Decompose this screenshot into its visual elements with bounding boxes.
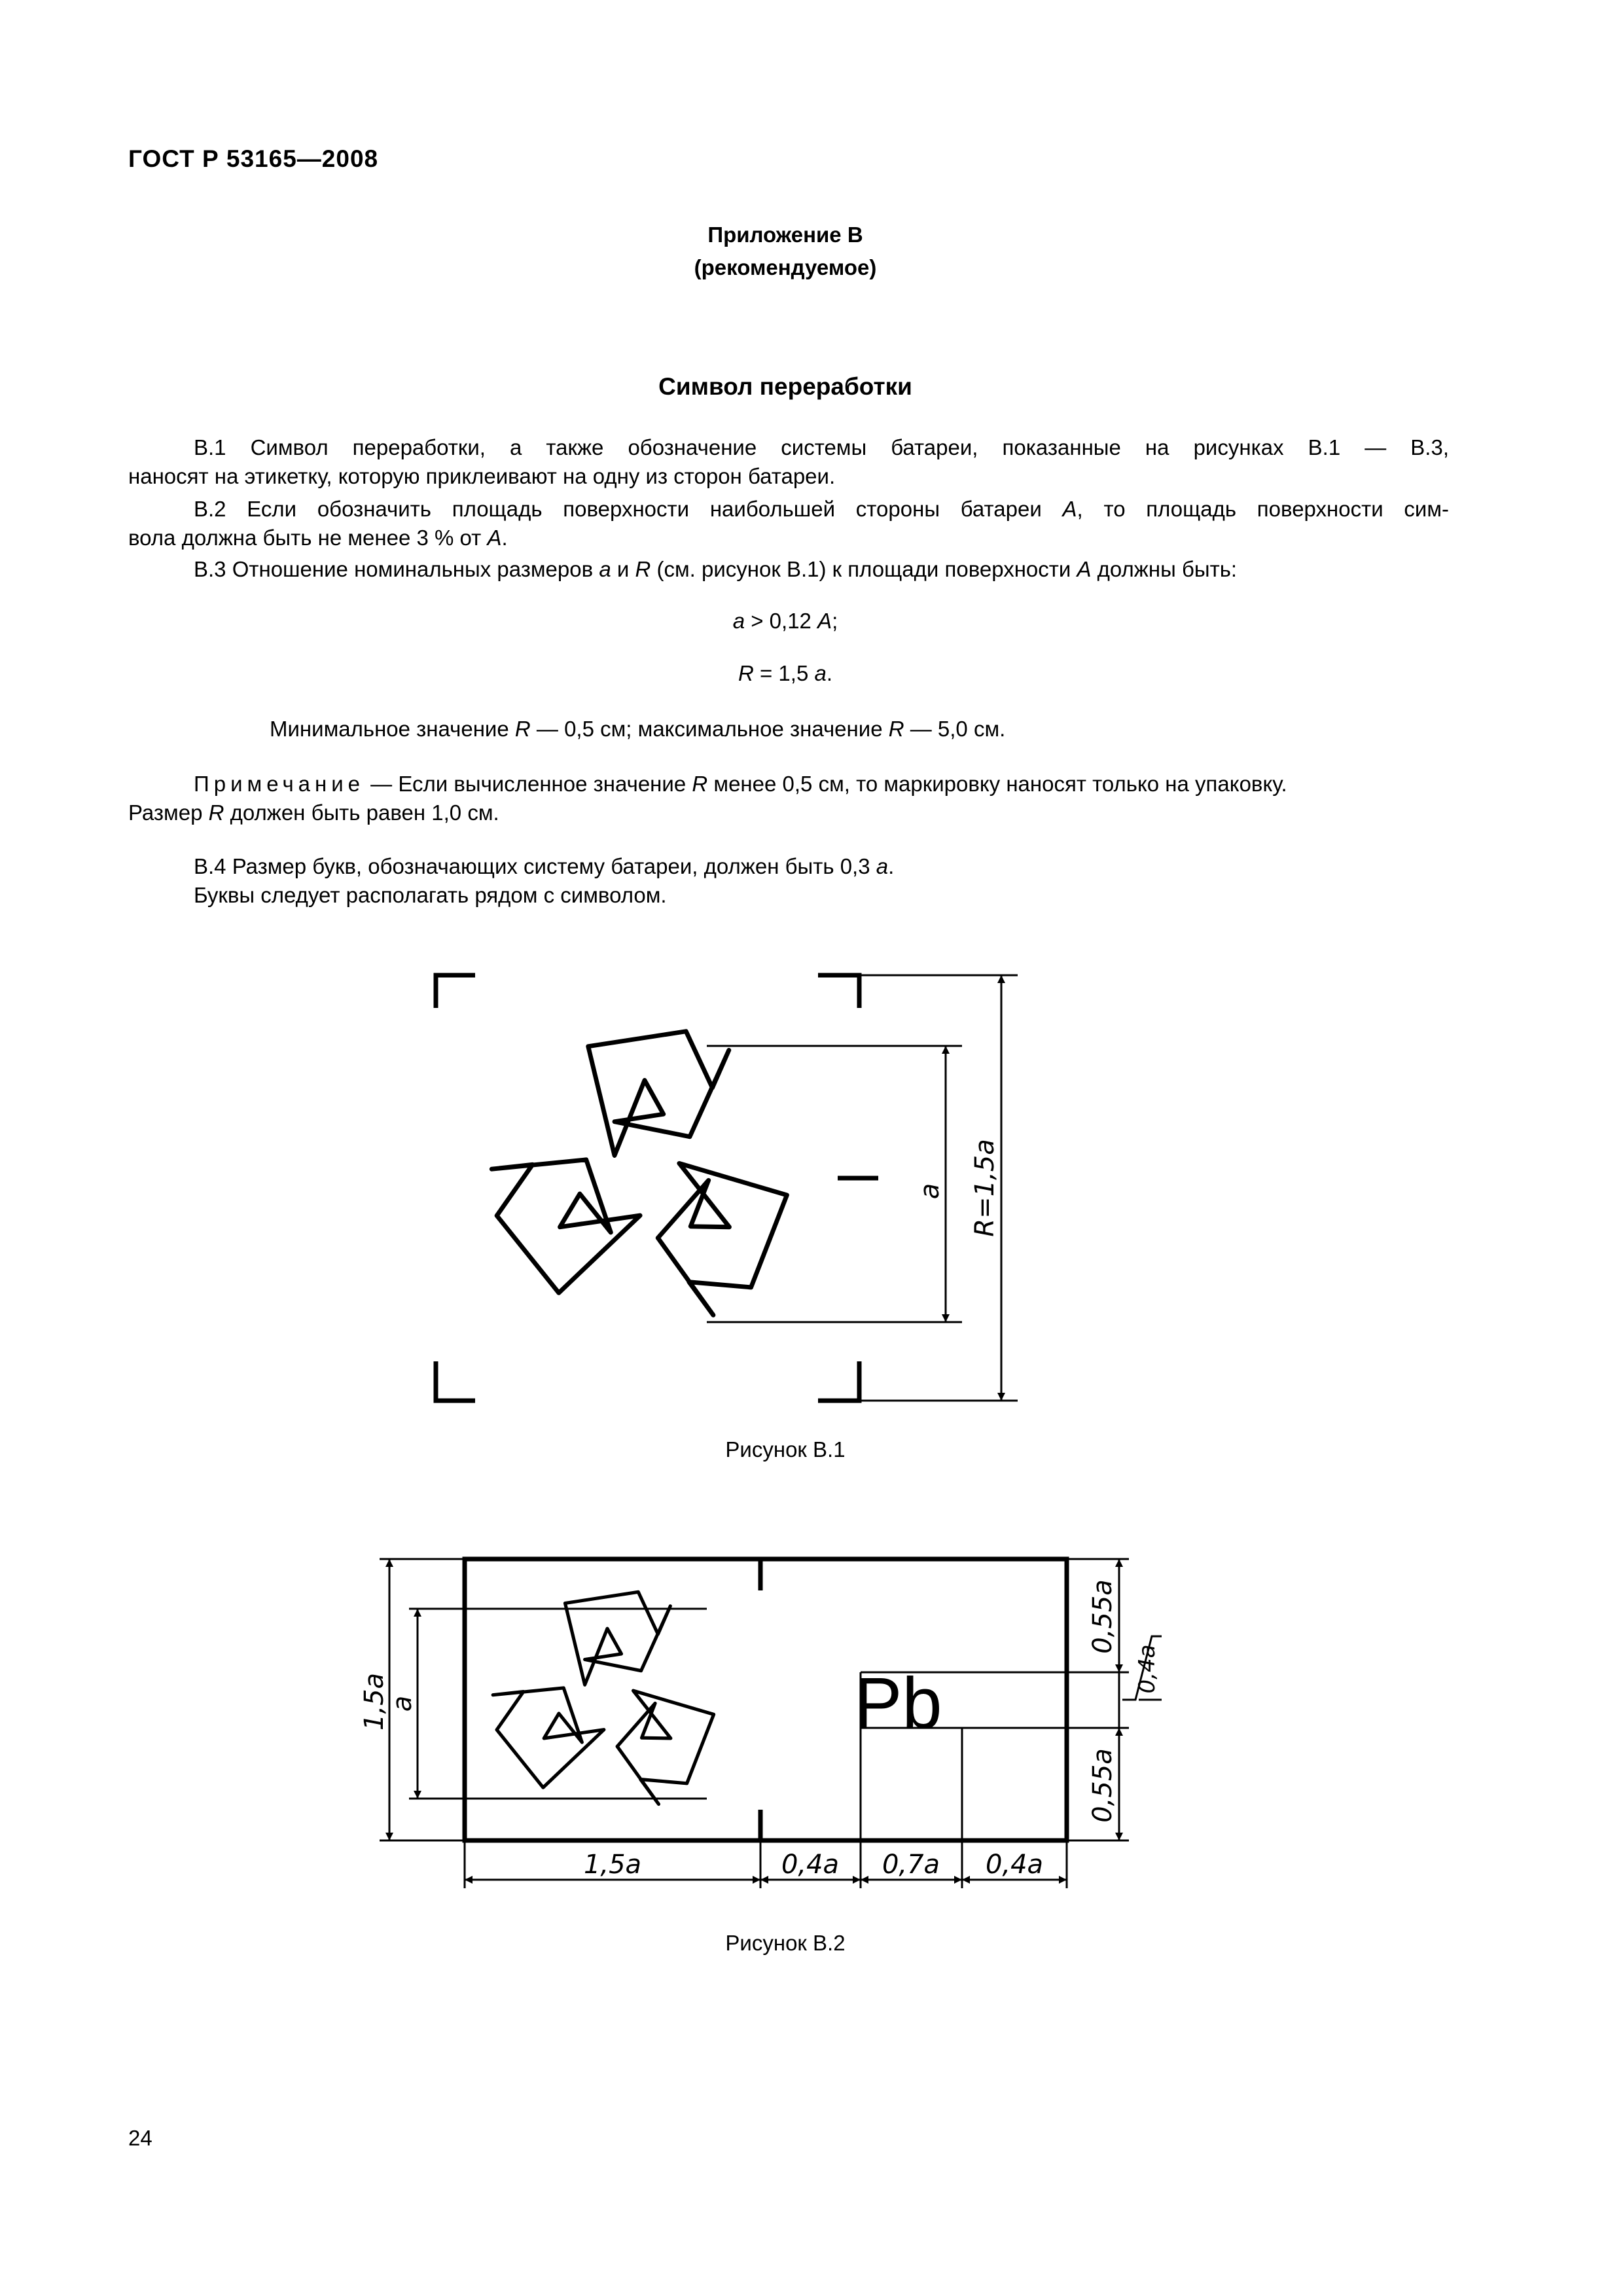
paragraph-b2-line1: В.2 Если обозначить площадь поверхности наибольшей стороны батареи А, то площадь поверхности сим- xyxy=(194,497,1449,521)
dimension-a-label: a xyxy=(915,1183,945,1200)
dimension-top-label: 0,55a xyxy=(1088,1579,1118,1654)
section-title: Символ переработки xyxy=(658,373,912,400)
formula-2: R = 1,5 a. xyxy=(738,661,833,685)
dimension-w4-label: 0,4a xyxy=(985,1850,1044,1880)
figure1 xyxy=(436,975,1018,1401)
recycle-symbol-fig2 xyxy=(481,1592,724,1811)
dimension-a-label-fig2: a xyxy=(387,1695,418,1712)
note-line2: Размер R должен быть равен 1,0 см. xyxy=(128,800,499,825)
dimension-w1-label: 1,5a xyxy=(583,1850,642,1880)
appendix-status: (рекомендуемое) xyxy=(694,255,877,279)
formula-1: a > 0,12 A; xyxy=(732,609,838,633)
note-line1: Примечание — Если вычисленное значение R менее 0,5 см, то маркировку наносят только на упаковку. xyxy=(194,772,1287,796)
paragraph-b4-line2: Буквы следует располагать рядом с символом. xyxy=(194,883,667,907)
dimension-r-label: R=1,5a xyxy=(970,1139,1000,1237)
dimension-w3-label: 0,7a xyxy=(882,1850,940,1880)
dimension-bottom-label: 0,55a xyxy=(1088,1748,1118,1823)
paragraph-b1-line1: В.1 Символ переработки, а также обозначение системы батареи, показанные на рисунках В.1 — В.3, xyxy=(194,435,1449,459)
dimension-height-label: 1,5a xyxy=(359,1672,389,1731)
figure2-caption: Рисунок В.2 xyxy=(725,1931,846,1955)
recycle-symbol-fig1 xyxy=(475,1031,800,1325)
appendix-title: Приложение В xyxy=(707,223,863,247)
standard-header: ГОСТ Р 53165—2008 xyxy=(128,145,379,172)
figure1-caption: Рисунок В.1 xyxy=(725,1437,846,1462)
min-max-values: Минимальное значение R — 0,5 см; максимальное значение R — 5,0 см. xyxy=(270,717,1006,741)
paragraph-b2-line2: вола должна быть не менее 3 % от А. xyxy=(128,526,508,550)
figure2 xyxy=(359,1559,1162,1888)
dimension-letter-label: 0,4a xyxy=(1134,1644,1160,1694)
dimension-w2-label: 0,4a xyxy=(781,1850,840,1880)
paragraph-b1-line2: наносят на этикетку, которую приклеивают на одну из сторон батареи. xyxy=(128,464,836,488)
paragraph-b4: В.4 Размер букв, обозначающих систему батареи, должен быть 0,3 a. xyxy=(194,854,895,878)
paragraph-b3: В.3 Отношение номинальных размеров a и R (см. рисунок В.1) к площади поверхности А должны быть: xyxy=(194,557,1238,581)
battery-system-letters: Pb xyxy=(854,1663,942,1744)
page-number: 24 xyxy=(128,2126,152,2150)
